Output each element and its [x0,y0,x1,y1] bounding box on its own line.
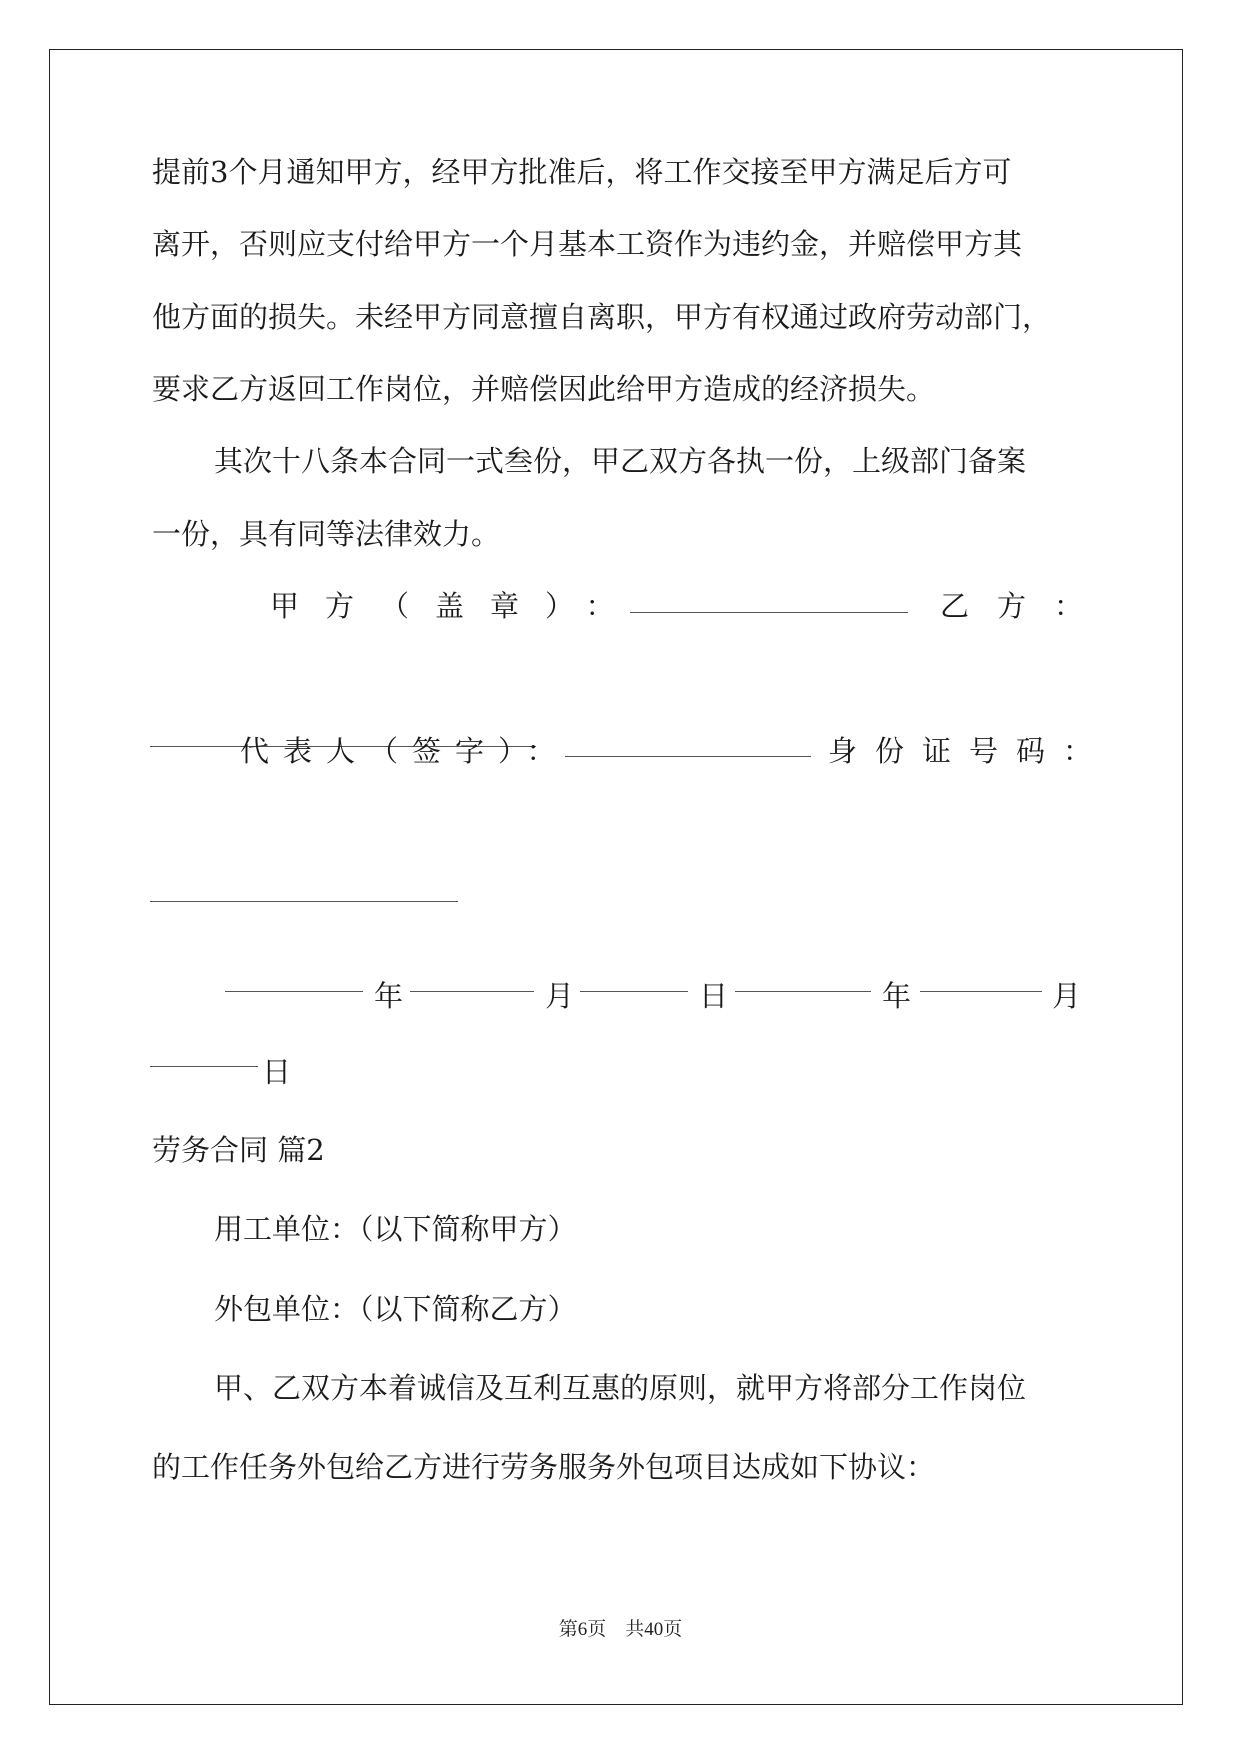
contractor-line: 外包单位：（以下简称乙方） [214,1292,577,1326]
paragraph-line: 甲、乙双方本着诚信及互利互惠的原则，就甲方将部分工作岗位 [214,1371,1027,1405]
paragraph-line: 他方面的损失。未经甲方同意擅自离职，甲方有权通过政府劳动部门， [152,300,1052,334]
date-a-month-line [410,990,534,992]
paragraph-line: 的工作任务外包给乙方进行劳务服务外包项目达成如下协议： [152,1450,936,1484]
date-b-month-line [920,990,1042,992]
day-label: 日 [262,1055,292,1089]
year-label: 年 [882,979,912,1013]
representative-signature-line [565,734,811,757]
paragraph-line: 要求乙方返回工作岗位，并赔偿因此给甲方造成的经济损失。 [152,372,936,406]
date-a-day-line [580,990,688,992]
representative-label: 代表人（签字）： [240,734,570,768]
section-title: 劳务合同 篇2 [152,1133,325,1167]
day-label: 日 [699,979,729,1013]
employer-line: 用工单位：（以下简称甲方） [214,1212,577,1246]
party-a-label: 甲方（盖章）： [270,589,641,623]
paragraph-line: 一份，具有同等法律效力。 [152,517,501,551]
month-label: 月 [545,979,575,1013]
page-number-footer: 第6页 共40页 [558,1619,683,1640]
paragraph-line [152,155,1086,189]
date-b-year-line [735,990,871,992]
party-a-signature-line [630,590,908,613]
paragraph-line: 离开，否则应支付给甲方一个月基本工资作为违约金，并赔偿甲方其 [152,227,1023,261]
id-number-line [150,900,458,902]
party-b-label: 乙方： [940,589,1112,623]
text: 提前3个月通知甲方，经甲方批准后，将工作交接至甲方满足后方可 [152,155,1012,189]
id-number-label: 身份证号码： [828,734,1111,768]
paragraph-line: 其次十八条本合同一式叁份，甲乙双方各执一份，上级部门备案 [214,444,1027,478]
date-b-day-line [150,1065,258,1067]
year-label: 年 [374,979,404,1013]
month-label: 月 [1052,979,1082,1013]
date-a-year-line [225,990,363,992]
